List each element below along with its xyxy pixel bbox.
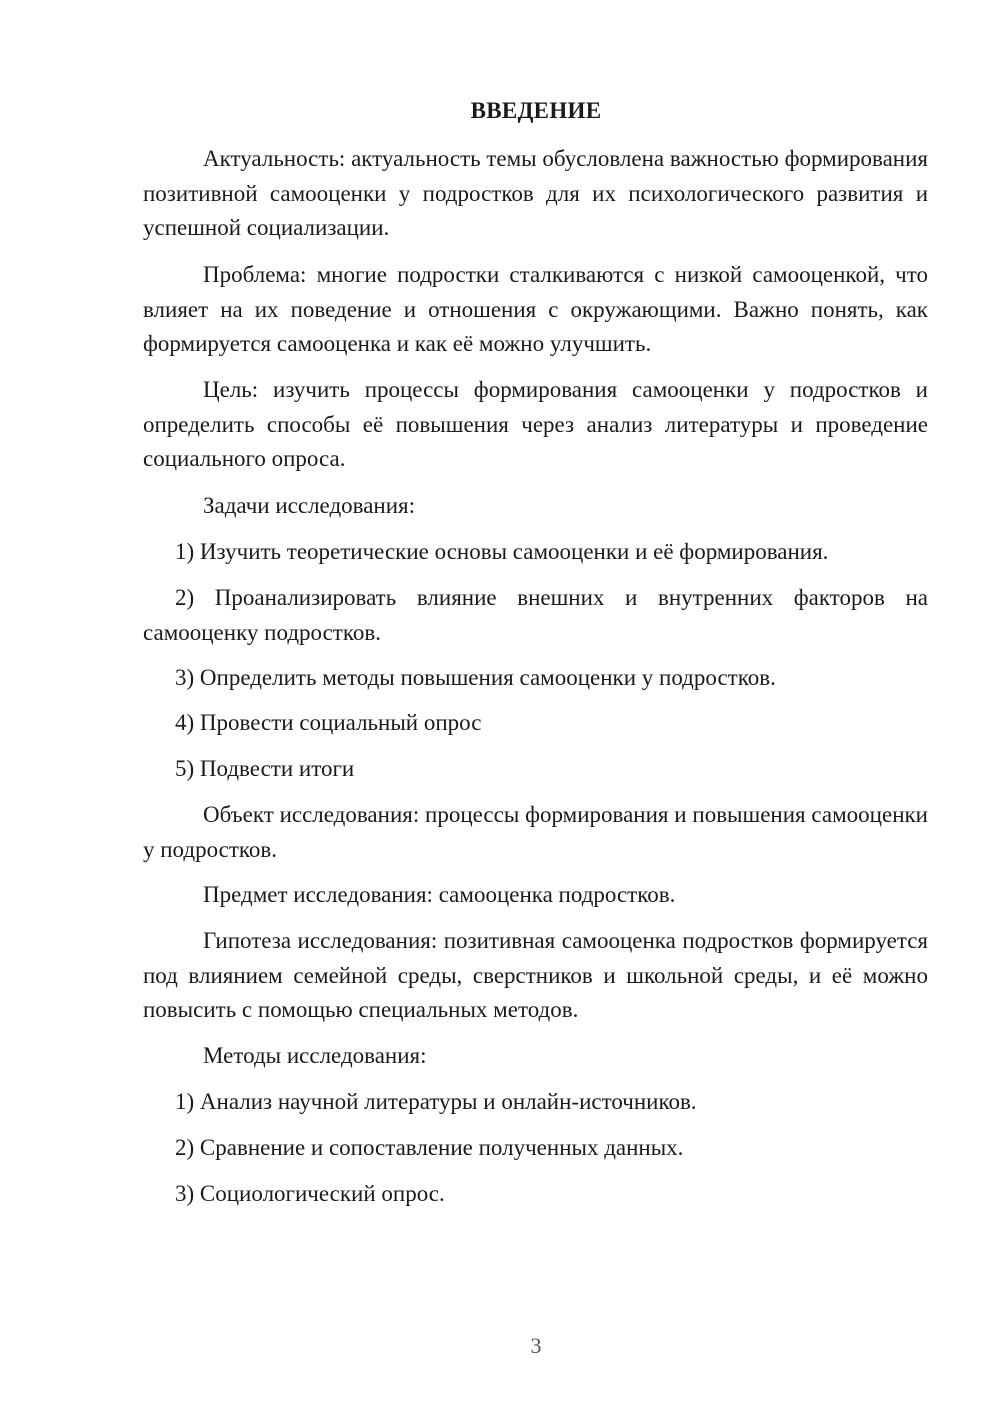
section-title: ВВЕДЕНИЕ bbox=[470, 98, 602, 123]
task-item-3: 3) Определить методы повышения самооценки у подростков. bbox=[175, 665, 776, 690]
task-item-2: 2) Проанализировать влияние внешних и внутренних факторов на самооценку подростков. bbox=[143, 585, 928, 645]
method-item-3: 3) Социологический опрос. bbox=[175, 1181, 445, 1206]
methods-heading: Методы исследования: bbox=[203, 1043, 427, 1068]
page-number: 3 bbox=[530, 1333, 542, 1358]
object-paragraph: Объект исследования: процессы формирования и повышения самооценки у подростков. bbox=[143, 802, 928, 862]
task-item-4: 4) Провести социальный опрос bbox=[175, 710, 482, 735]
goal-paragraph: Цель: изучить процессы формирования самооценки у подростков и определить способы её повышения через анализ литературы и проведение социального опроса. bbox=[143, 377, 928, 471]
hypothesis-paragraph: Гипотеза исследования: позитивная самооценка подростков формируется под влиянием семейной среды, сверстников и школьной среды, и её можно повысить с помощью специальных методов. bbox=[143, 928, 928, 1022]
tasks-heading: Задачи исследования: bbox=[203, 493, 416, 518]
relevance-paragraph: Актуальность: актуальность темы обусловлена важностью формирования позитивной самооценки у подростков для их психологического развития и успешной социализации. bbox=[143, 146, 928, 240]
task-item-1: 1) Изучить теоретические основы самооценки и её формирования. bbox=[175, 539, 829, 564]
method-item-2: 2) Сравнение и сопоставление полученных данных. bbox=[175, 1135, 684, 1160]
method-item-1: 1) Анализ научной литературы и онлайн-источников. bbox=[175, 1089, 697, 1114]
subject-paragraph: Предмет исследования: самооценка подростков. bbox=[203, 882, 676, 907]
problem-paragraph: Проблема: многие подростки сталкиваются с низкой самооценкой, что влияет на их поведение и отношения с окружающими. Важно понять, как формируется самооценка и как её можно улучшить. bbox=[143, 262, 928, 356]
task-item-5: 5) Подвести итоги bbox=[175, 756, 355, 781]
